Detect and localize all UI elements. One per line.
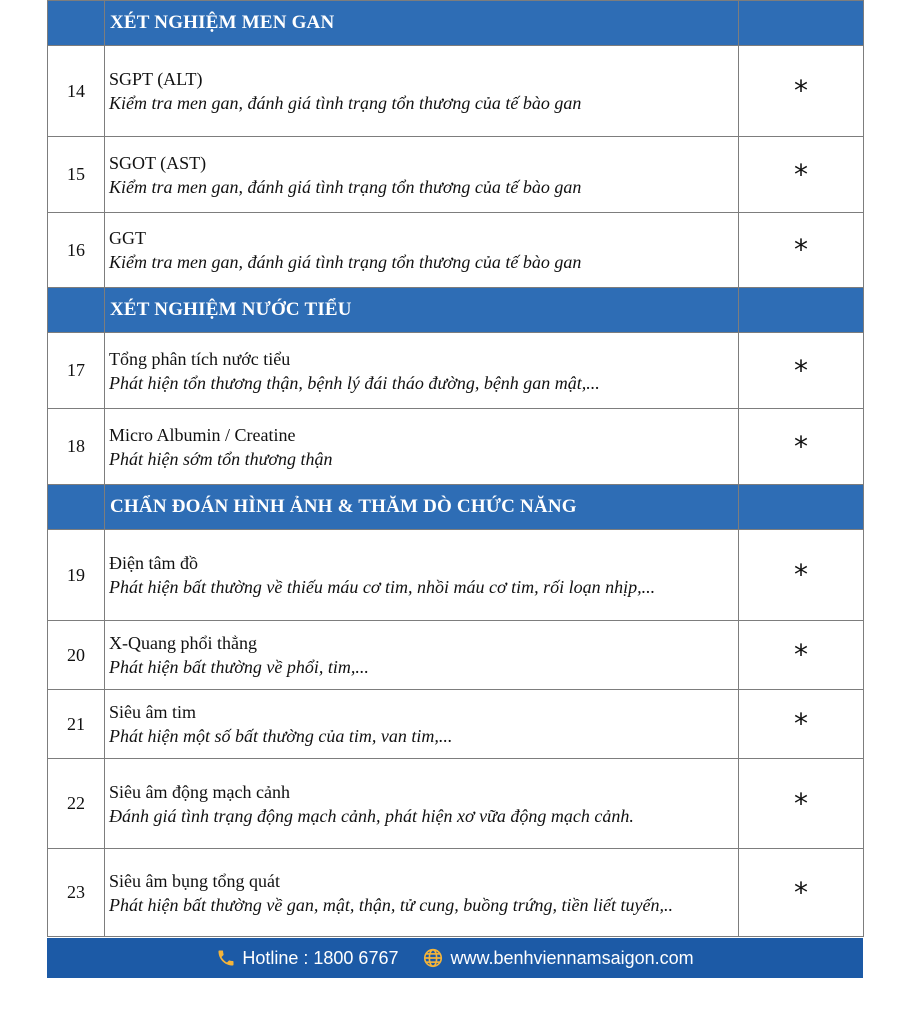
contact-footer <box>47 938 863 978</box>
test-note: Phát hiện tổn thương thận, bệnh lý đái tháo đường, bệnh gan mật,... <box>109 372 600 393</box>
row-description <box>105 46 739 137</box>
row-description <box>105 759 739 849</box>
test-note: Đánh giá tình trạng động mạch cảnh, phát hiện xơ vữa động mạch cảnh. <box>109 805 634 826</box>
table-row <box>48 137 864 213</box>
table-row <box>48 409 864 485</box>
row-number: 14 <box>48 46 105 137</box>
table-row <box>48 530 864 621</box>
row-description <box>105 213 739 288</box>
asterisk-mark: * <box>739 46 864 137</box>
row-description <box>105 409 739 485</box>
table-row <box>48 213 864 288</box>
table-row <box>48 690 864 759</box>
test-name: SGOT (AST) <box>109 152 207 173</box>
asterisk-mark: * <box>739 849 864 937</box>
test-note: Phát hiện một số bất thường của tim, van tim,... <box>109 726 453 746</box>
website-group[interactable] <box>422 947 693 969</box>
asterisk-mark: * <box>739 333 864 409</box>
table-row <box>48 333 864 409</box>
asterisk-mark: * <box>739 409 864 485</box>
test-note: Kiểm tra men gan, đánh giá tình trạng tổn thương của tế bào gan <box>109 252 582 272</box>
test-name: SGPT (ALT) <box>109 69 203 89</box>
phone-icon <box>216 948 236 968</box>
table-row <box>48 621 864 690</box>
test-note: Kiểm tra men gan, đánh giá tình trạng tổn thương của tế bào gan <box>109 93 582 113</box>
row-number: 21 <box>48 690 105 759</box>
section-header-urinalysis <box>48 288 864 333</box>
row-number: 23 <box>48 849 105 937</box>
section-title: XÉT NGHIỆM NƯỚC TIỂU <box>105 288 739 333</box>
row-description <box>105 690 739 759</box>
row-description <box>105 137 739 213</box>
row-number: 18 <box>48 409 105 485</box>
test-note: Phát hiện bất thường về gan, mật, thận, tử cung, buồng trứng, tiền liết tuyến,.. <box>109 894 673 915</box>
table-row <box>48 46 864 137</box>
section-header-imaging <box>48 485 864 530</box>
row-number: 22 <box>48 759 105 849</box>
table-row <box>48 759 864 849</box>
row-number: 19 <box>48 530 105 621</box>
row-description <box>105 530 739 621</box>
globe-icon <box>422 947 444 969</box>
test-note: Phát hiện sớm tổn thương thận <box>109 448 333 469</box>
row-number: 16 <box>48 213 105 288</box>
asterisk-mark: * <box>739 621 864 690</box>
test-note: Kiểm tra men gan, đánh giá tình trạng tổn thương của tế bào gan <box>109 176 582 197</box>
test-name: Tổng phân tích nước tiểu <box>109 348 291 369</box>
asterisk-mark: * <box>739 690 864 759</box>
hotline-text: Hotline : 1800 6767 <box>242 947 399 968</box>
hotline-group[interactable] <box>216 948 398 969</box>
row-number: 15 <box>48 137 105 213</box>
row-number: 17 <box>48 333 105 409</box>
test-name: X-Quang phổi thẳng <box>109 633 257 653</box>
exam-table <box>47 0 864 937</box>
section-header-liver-enzymes <box>48 1 864 46</box>
test-name: Micro Albumin / Creatine <box>109 424 296 445</box>
test-name: GGT <box>109 228 146 248</box>
asterisk-mark: * <box>739 530 864 621</box>
test-note: Phát hiện bất thường về thiếu máu cơ tim, nhồi máu cơ tim, rối loạn nhịp,... <box>109 577 656 597</box>
row-description <box>105 333 739 409</box>
row-description <box>105 621 739 690</box>
section-title: CHẨN ĐOÁN HÌNH ẢNH & THĂM DÒ CHỨC NĂNG <box>105 485 739 530</box>
asterisk-mark: * <box>739 213 864 288</box>
table-row <box>48 849 864 937</box>
website-link[interactable]: www.benhviennamsaigon.com <box>450 947 694 968</box>
section-title: XÉT NGHIỆM MEN GAN <box>105 1 739 46</box>
test-name: Siêu âm bụng tổng quát <box>109 870 280 891</box>
test-name: Điện tâm đồ <box>109 553 198 573</box>
exam-list-sheet <box>47 0 863 937</box>
test-name: Siêu âm động mạch cảnh <box>109 781 290 802</box>
asterisk-mark: * <box>739 759 864 849</box>
test-name: Siêu âm tim <box>109 702 196 722</box>
row-number: 20 <box>48 621 105 690</box>
row-description <box>105 849 739 937</box>
asterisk-mark: * <box>739 137 864 213</box>
test-note: Phát hiện bất thường về phổi, tim,... <box>109 657 369 677</box>
